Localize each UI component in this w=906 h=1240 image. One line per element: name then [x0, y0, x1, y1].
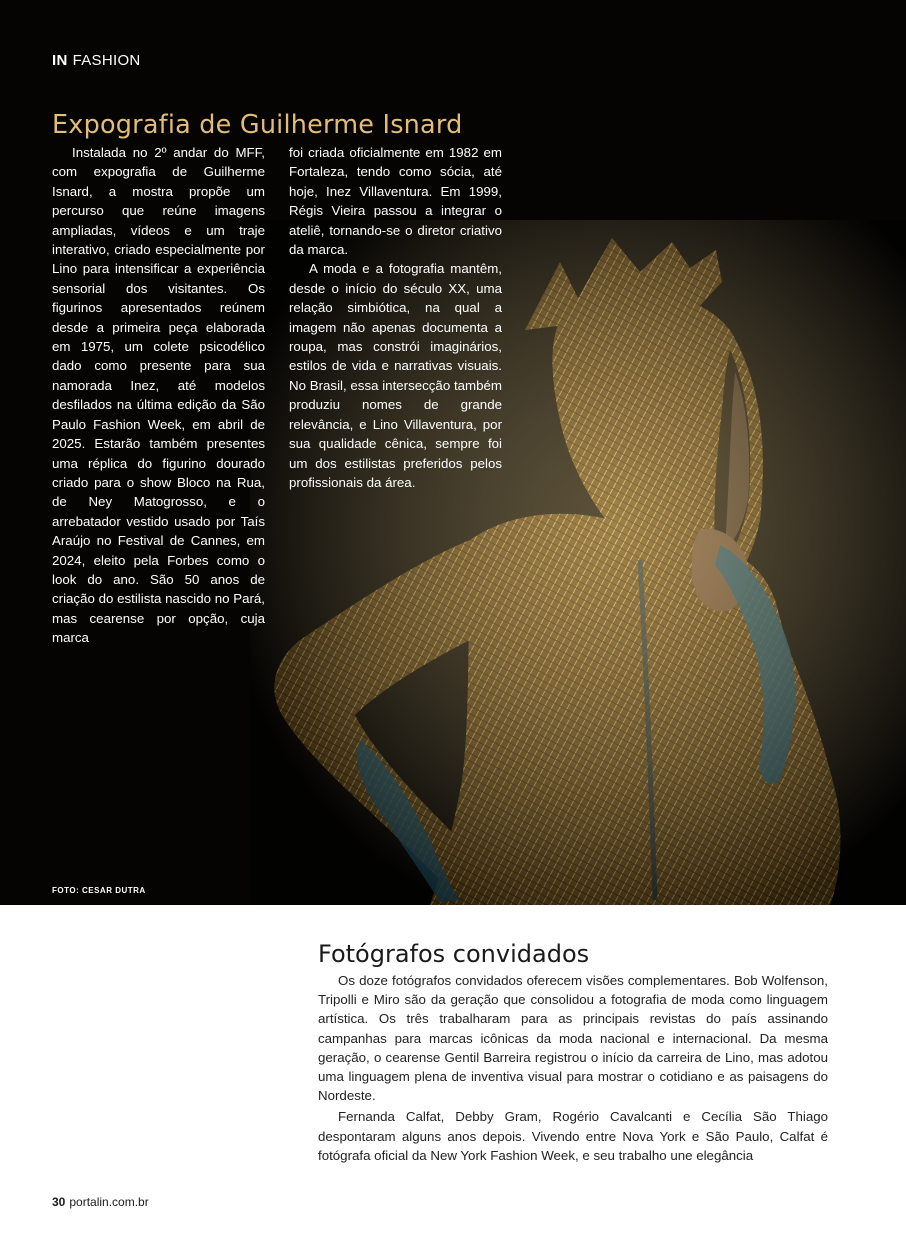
site-link[interactable]: portalin.com.br — [69, 1195, 149, 1209]
top-column-2 — [289, 143, 502, 492]
page-number: 30 — [52, 1195, 66, 1209]
section-prefix: IN — [52, 52, 68, 69]
section-label — [52, 52, 141, 69]
page-footer — [52, 1195, 149, 1209]
section-name: FASHION — [72, 52, 141, 69]
photo-credit: FOTO: CESAR DUTRA — [52, 886, 146, 895]
top-column-1: Instalada no 2º andar do MFF, com expografia de Guilherme Isnard, a mostra propõe um percurso que reúne imagens ampliadas, vídeos e um traje interativo, criado especialmente por Lino para intensificar a experiência sensorial dos visitantes. Os figurinos apresentados reúnem desde a primeira peça elaborada em 1975, um colete psicodélico dado como presente para sua namorada Inez, até modelos desfilados na última edição da São Paulo Fashion Week, em abril de 2025. Estarão também presentes uma réplica do figurino dourado criado para o show Bloco na Rua, de Ney Matogrosso, e o arrebatador vestido usado por Taís Araújo no Festival de Cannes, em 2024, eleito pela Forbes como o look do ano. São 50 anos de criação do estilista nascido no Pará, mas cearense por opção, cuja marca — [52, 145, 265, 646]
bottom-paragraph-2: Fernanda Calfat, Debby Gram, Rogério Cavalcanti e Cecília São Thiago despontaram alguns anos depois. Vivendo entre Nova York e São Paulo, Calfat é fotógrafa oficial da New York Fashion Week, e seu trabalho une elegância — [318, 1109, 828, 1163]
bottom-paragraph-1: Os doze fotógrafos convidados oferecem visões complementares. Bob Wolfenson, Tripolli e Miro são da geração que consolidou a fotografia de moda como linguagem artística. Os três trabalharam para as principais revistas do país assinando campanhas para marcas icônicas da moda nacional e internacional. Da mesma geração, o cearense Gentil Barreira registrou o início da carreira de Lino, mas adotou uma linguagem plena de inventiva visual para mostrar o cotidiano e as paisagens do Nordeste. — [318, 973, 828, 1104]
top-column-2-paragraph-1: foi criada oficialmente em 1982 em Fortaleza, tendo como sócia, até hoje, Inez Villaventura. Em 1999, Régis Vieira passou a integrar o ateliê, tornando-se o diretor criativo da marca. — [289, 145, 502, 258]
top-heading: Expografia de Guilherme Isnard — [52, 110, 463, 140]
bottom-heading: Fotógrafos convidados — [318, 940, 590, 968]
bottom-article-body — [318, 971, 828, 1165]
top-column-2-paragraph-2: A moda e a fotografia mantêm, desde o início do século XX, uma relação simbiótica, na qual a imagem não apenas documenta a roupa, mas constrói imaginários, estilos de vida e narrativas visuais. No Brasil, essa intersecção também produziu nomes de grande relevância, e Lino Villaventura, por sua qualidade cênica, sempre foi um dos estilistas preferidos pelos profissionais da área. — [289, 261, 502, 490]
